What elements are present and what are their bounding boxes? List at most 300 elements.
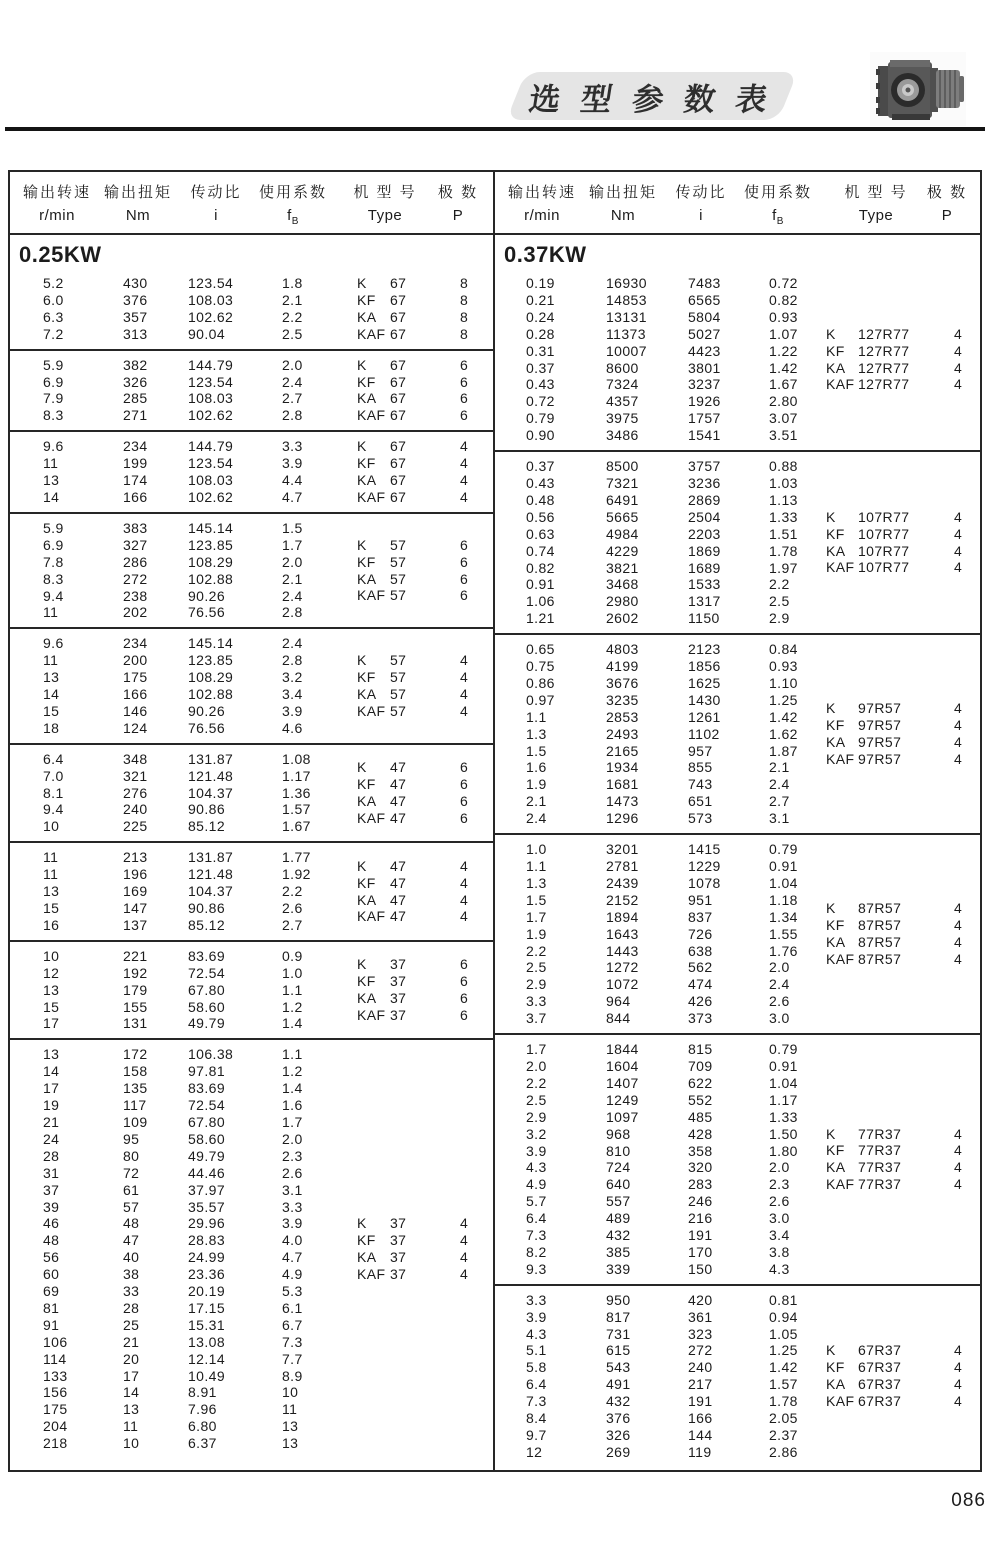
cell-speed: 7.9 bbox=[43, 390, 64, 407]
cell-torque: 4803 bbox=[606, 641, 639, 658]
cell-service_factor: 0.91 bbox=[769, 1057, 798, 1074]
cell-ratio: 121.48 bbox=[188, 866, 234, 883]
cell-torque: 376 bbox=[123, 291, 148, 308]
type-row bbox=[357, 892, 517, 909]
type-block bbox=[826, 900, 986, 968]
cell-poles: 6 bbox=[460, 553, 469, 570]
cell-ratio: 638 bbox=[688, 942, 713, 959]
cell-torque: 169 bbox=[123, 883, 148, 900]
cell-speed: 2.5 bbox=[526, 959, 547, 976]
table-row bbox=[43, 1097, 493, 1114]
cell-type-prefix: KA bbox=[826, 1376, 846, 1393]
type-block bbox=[357, 438, 517, 506]
cell-torque: 20 bbox=[123, 1350, 140, 1367]
cell-type-size: 127R77 bbox=[858, 325, 910, 342]
type-row bbox=[357, 1249, 517, 1266]
table-group bbox=[10, 430, 493, 512]
table-row bbox=[526, 1109, 980, 1126]
table-row bbox=[526, 610, 980, 627]
cell-service_factor: 2.6 bbox=[769, 993, 790, 1010]
type-row bbox=[357, 793, 517, 810]
type-block bbox=[357, 956, 517, 1024]
cell-speed: 11 bbox=[43, 866, 59, 883]
table-group bbox=[10, 349, 493, 431]
cell-speed: 6.0 bbox=[43, 291, 64, 308]
cell-ratio: 3236 bbox=[688, 474, 721, 491]
cell-service_factor: 6.1 bbox=[282, 1299, 303, 1316]
table-row bbox=[43, 1418, 493, 1435]
cell-speed: 0.75 bbox=[526, 658, 555, 675]
cell-poles: 4 bbox=[460, 488, 469, 505]
type-row bbox=[826, 700, 986, 717]
cell-service_factor: 2.0 bbox=[282, 356, 303, 373]
cell-type-size: 67R37 bbox=[858, 1342, 902, 1359]
title-banner bbox=[506, 72, 797, 120]
col-header-poles-zh: 极 数 bbox=[926, 184, 968, 201]
cell-type-size: 47 bbox=[390, 776, 407, 793]
cell-poles: 4 bbox=[954, 1359, 963, 1376]
cell-speed: 12 bbox=[526, 1443, 543, 1460]
cell-ratio: 3237 bbox=[688, 376, 721, 393]
cell-service_factor: 2.8 bbox=[282, 652, 303, 669]
cell-ratio: 58.60 bbox=[188, 1130, 226, 1147]
cell-speed: 0.19 bbox=[526, 275, 555, 291]
cell-speed: 48 bbox=[43, 1232, 60, 1249]
cell-poles: 4 bbox=[460, 874, 469, 891]
cell-service_factor: 2.3 bbox=[282, 1147, 303, 1164]
cell-poles: 4 bbox=[954, 508, 963, 525]
cell-type-prefix: K bbox=[826, 508, 836, 525]
cell-speed: 18 bbox=[43, 719, 60, 736]
type-row bbox=[357, 776, 517, 793]
cell-ratio: 6.37 bbox=[188, 1435, 217, 1452]
cell-ratio: 83.69 bbox=[188, 1080, 226, 1097]
cell-ratio: 7483 bbox=[688, 275, 721, 291]
cell-ratio: 76.56 bbox=[188, 719, 226, 736]
type-row bbox=[357, 1215, 517, 1232]
cell-ratio: 35.57 bbox=[188, 1198, 226, 1215]
cell-ratio: 1078 bbox=[688, 874, 721, 891]
cell-service_factor: 1.0 bbox=[282, 964, 303, 981]
cell-ratio: 102.62 bbox=[188, 407, 234, 424]
cell-service_factor: 2.2 bbox=[282, 883, 303, 900]
cell-service_factor: 1.36 bbox=[282, 784, 311, 801]
cell-torque: 174 bbox=[123, 472, 148, 489]
cell-speed: 6.4 bbox=[43, 750, 64, 767]
cell-service_factor: 1.7 bbox=[282, 1113, 303, 1130]
cell-service_factor: 1.42 bbox=[769, 359, 798, 376]
cell-speed: 133 bbox=[43, 1367, 68, 1384]
table-row bbox=[43, 520, 493, 537]
cell-type-size: 107R77 bbox=[858, 542, 910, 559]
cell-torque: 327 bbox=[123, 536, 148, 553]
cell-poles: 4 bbox=[954, 559, 963, 576]
cell-speed: 0.91 bbox=[526, 576, 555, 593]
cell-service_factor: 1.34 bbox=[769, 908, 798, 925]
cell-ratio: 76.56 bbox=[188, 604, 226, 621]
cell-speed: 10 bbox=[43, 818, 60, 835]
cell-type-size: 57 bbox=[390, 553, 407, 570]
cell-service_factor: 1.08 bbox=[282, 750, 311, 767]
cell-service_factor: 7.3 bbox=[282, 1333, 303, 1350]
cell-type-prefix: KAF bbox=[826, 559, 855, 576]
type-block bbox=[357, 858, 517, 926]
cell-speed: 3.9 bbox=[526, 1142, 547, 1159]
cell-speed: 81 bbox=[43, 1299, 60, 1316]
cell-speed: 15 bbox=[43, 900, 60, 916]
table-row bbox=[43, 1300, 493, 1317]
table-group bbox=[10, 627, 493, 742]
cell-type-size: 87R57 bbox=[858, 934, 902, 951]
cell-ratio: 283 bbox=[688, 1176, 713, 1193]
cell-service_factor: 2.3 bbox=[769, 1176, 790, 1193]
cell-ratio: 1150 bbox=[688, 610, 720, 627]
col-header-speed-unit: r/min bbox=[39, 207, 75, 224]
cell-poles: 4 bbox=[954, 1159, 963, 1176]
cell-service_factor: 1.92 bbox=[282, 866, 311, 883]
cell-type-size: 47 bbox=[390, 874, 407, 891]
cell-poles: 4 bbox=[460, 891, 469, 908]
cell-service_factor: 1.25 bbox=[769, 691, 798, 708]
cell-speed: 14 bbox=[43, 488, 60, 505]
col-header-ratio-unit: i bbox=[699, 207, 703, 224]
cell-torque: 357 bbox=[123, 308, 148, 325]
table-row bbox=[526, 1261, 980, 1278]
type-row bbox=[357, 554, 517, 571]
cell-speed: 8.1 bbox=[43, 784, 64, 801]
cell-ratio: 2869 bbox=[688, 491, 721, 508]
cell-service_factor: 4.7 bbox=[282, 1249, 303, 1266]
cell-service_factor: 1.04 bbox=[769, 1074, 798, 1091]
cell-service_factor: 2.4 bbox=[769, 776, 790, 793]
cell-torque: 2165 bbox=[606, 742, 639, 759]
cell-speed: 0.31 bbox=[526, 342, 555, 359]
cell-speed: 15 bbox=[43, 702, 60, 719]
type-block bbox=[826, 700, 986, 768]
cell-speed: 7.3 bbox=[526, 1393, 547, 1410]
cell-ratio: 108.03 bbox=[188, 390, 234, 407]
cell-speed: 31 bbox=[43, 1164, 60, 1181]
type-block bbox=[357, 759, 517, 827]
cell-service_factor: 1.97 bbox=[769, 559, 798, 576]
col-header-service_factor-unit: $f_B$ bbox=[772, 207, 784, 227]
cell-service_factor: 1.5 bbox=[282, 519, 303, 536]
cell-ratio: 145.14 bbox=[188, 635, 234, 652]
cell-speed: 8.3 bbox=[43, 407, 64, 424]
table-header-row bbox=[10, 172, 493, 235]
cell-type-size: 57 bbox=[390, 652, 407, 669]
cell-type-prefix: KA bbox=[826, 542, 846, 559]
type-row bbox=[826, 934, 986, 951]
cell-speed: 0.48 bbox=[526, 491, 555, 508]
cell-ratio: 1926 bbox=[688, 393, 721, 410]
col-header-type-zh: 机 型 号 bbox=[844, 184, 908, 201]
cell-service_factor: 3.07 bbox=[769, 410, 798, 427]
cell-type-size: 67R37 bbox=[858, 1359, 902, 1376]
cell-service_factor: 2.1 bbox=[769, 759, 790, 776]
cell-poles: 4 bbox=[954, 542, 963, 559]
cell-speed: 5.1 bbox=[526, 1342, 547, 1359]
cell-torque: 1249 bbox=[606, 1091, 639, 1108]
col-header-speed-zh: 输出转速 bbox=[507, 184, 577, 201]
cell-ratio: 49.79 bbox=[188, 1015, 226, 1032]
cell-type-prefix: KAF bbox=[357, 1266, 386, 1283]
type-row bbox=[826, 734, 986, 751]
type-row bbox=[826, 951, 986, 968]
cell-type-prefix: KF bbox=[357, 776, 376, 793]
cell-speed: 0.56 bbox=[526, 508, 555, 525]
type-block bbox=[826, 1342, 986, 1410]
cell-service_factor: 0.93 bbox=[769, 658, 798, 675]
cell-service_factor: 1.33 bbox=[769, 508, 798, 525]
cell-speed: 1.7 bbox=[526, 908, 547, 925]
table-row bbox=[43, 1334, 493, 1351]
cell-type-prefix: KA bbox=[357, 686, 377, 703]
cell-poles: 6 bbox=[460, 587, 469, 604]
type-row bbox=[826, 1342, 986, 1359]
cell-ratio: 1757 bbox=[688, 410, 721, 427]
cell-torque: 213 bbox=[123, 849, 148, 866]
cell-service_factor: 0.82 bbox=[769, 291, 798, 308]
cell-type-size: 67 bbox=[390, 356, 407, 373]
cell-ratio: 320 bbox=[688, 1159, 713, 1176]
cell-speed: 9.6 bbox=[43, 438, 64, 455]
type-row bbox=[357, 438, 517, 455]
cell-type-prefix: K bbox=[357, 356, 367, 373]
cell-torque: 2781 bbox=[606, 858, 639, 874]
cell-speed: 1.7 bbox=[526, 1041, 547, 1058]
cell-torque: 179 bbox=[123, 981, 148, 998]
cell-service_factor: 2.37 bbox=[769, 1427, 798, 1443]
cell-ratio: 2123 bbox=[688, 641, 721, 658]
cell-speed: 218 bbox=[43, 1435, 68, 1452]
cell-speed: 12 bbox=[43, 964, 60, 981]
cell-service_factor: 2.4 bbox=[769, 976, 790, 993]
cell-torque: 432 bbox=[606, 1393, 631, 1410]
cell-ratio: 2203 bbox=[688, 525, 721, 542]
cell-ratio: 361 bbox=[688, 1308, 713, 1325]
table-header-row bbox=[495, 172, 980, 235]
cell-service_factor: 3.2 bbox=[282, 669, 303, 686]
cell-type-prefix: KF bbox=[357, 669, 376, 686]
cell-type-prefix: KA bbox=[357, 472, 377, 489]
cell-service_factor: 1.04 bbox=[769, 874, 798, 891]
cell-ratio: 1317 bbox=[688, 593, 721, 610]
cell-ratio: 1541 bbox=[688, 427, 721, 444]
cell-speed: 2.2 bbox=[526, 942, 547, 959]
cell-torque: 221 bbox=[123, 947, 148, 964]
cell-type-prefix: K bbox=[357, 438, 367, 455]
cell-service_factor: 2.7 bbox=[282, 390, 303, 407]
type-row bbox=[357, 652, 517, 669]
col-header-service_factor-zh: 使用系数 bbox=[258, 184, 328, 201]
cell-type-prefix: KAF bbox=[357, 325, 386, 342]
cell-poles: 6 bbox=[460, 570, 469, 587]
type-row bbox=[357, 875, 517, 892]
cell-torque: 326 bbox=[606, 1427, 631, 1443]
cell-service_factor: 0.72 bbox=[769, 275, 798, 291]
cell-torque: 2493 bbox=[606, 725, 639, 742]
cell-speed: 5.2 bbox=[43, 275, 64, 291]
table-row bbox=[526, 1444, 980, 1461]
cell-torque: 3975 bbox=[606, 410, 639, 427]
cell-torque: 33 bbox=[123, 1283, 140, 1300]
cell-service_factor: 0.79 bbox=[769, 841, 798, 858]
cell-poles: 4 bbox=[954, 900, 963, 917]
cell-ratio: 102.88 bbox=[188, 686, 234, 703]
cell-ratio: 272 bbox=[688, 1342, 713, 1359]
cell-speed: 6.4 bbox=[526, 1376, 547, 1393]
cell-service_factor: 1.80 bbox=[769, 1142, 798, 1159]
col-header-torque-zh: 输出扭矩 bbox=[588, 184, 658, 201]
type-row bbox=[357, 357, 517, 374]
type-row bbox=[826, 1376, 986, 1393]
cell-ratio: 191 bbox=[688, 1227, 713, 1244]
cell-ratio: 1869 bbox=[688, 542, 721, 559]
cell-service_factor: 1.42 bbox=[769, 708, 798, 725]
cell-type-size: 77R37 bbox=[858, 1159, 902, 1176]
col-header-ratio-zh: 传动比 bbox=[190, 184, 242, 201]
cell-speed: 4.9 bbox=[526, 1176, 547, 1193]
cell-speed: 1.9 bbox=[526, 925, 547, 942]
cell-torque: 2853 bbox=[606, 708, 639, 725]
type-row bbox=[826, 900, 986, 917]
cell-type-size: 87R57 bbox=[858, 950, 902, 967]
table-group bbox=[10, 512, 493, 627]
cell-service_factor: 1.03 bbox=[769, 474, 798, 491]
cell-type-size: 57 bbox=[390, 702, 407, 719]
cell-speed: 60 bbox=[43, 1266, 60, 1283]
cell-speed: 13 bbox=[43, 669, 60, 686]
cell-speed: 1.21 bbox=[526, 610, 555, 627]
cell-speed: 0.86 bbox=[526, 674, 555, 691]
cell-torque: 166 bbox=[123, 686, 148, 703]
cell-type-prefix: KF bbox=[357, 553, 376, 570]
cell-torque: 640 bbox=[606, 1176, 631, 1193]
cell-torque: 234 bbox=[123, 438, 148, 455]
cell-service_factor: 3.8 bbox=[769, 1243, 790, 1260]
cell-type-prefix: KAF bbox=[357, 587, 386, 604]
cell-torque: 968 bbox=[606, 1125, 631, 1142]
cell-ratio: 49.79 bbox=[188, 1147, 226, 1164]
cell-poles: 4 bbox=[954, 342, 963, 359]
table-group bbox=[10, 940, 493, 1039]
cell-service_factor: 13 bbox=[282, 1418, 299, 1435]
cell-service_factor: 2.8 bbox=[282, 604, 303, 621]
cell-torque: 47 bbox=[123, 1232, 140, 1249]
cell-service_factor: 1.67 bbox=[282, 818, 311, 835]
cell-service_factor: 2.2 bbox=[769, 576, 790, 593]
cell-type-size: 37 bbox=[390, 990, 407, 1007]
table-row bbox=[526, 593, 980, 610]
cell-ratio: 1261 bbox=[688, 708, 721, 725]
cell-speed: 204 bbox=[43, 1418, 68, 1435]
cell-ratio: 102.62 bbox=[188, 488, 234, 505]
cell-type-size: 67R37 bbox=[858, 1393, 902, 1410]
cell-ratio: 144.79 bbox=[188, 356, 234, 373]
cell-type-prefix: K bbox=[357, 652, 367, 669]
cell-type-prefix: KAF bbox=[357, 702, 386, 719]
cell-poles: 4 bbox=[954, 376, 963, 393]
cell-torque: 135 bbox=[123, 1080, 148, 1097]
cell-speed: 9.4 bbox=[43, 587, 64, 604]
cell-torque: 376 bbox=[606, 1410, 631, 1427]
cell-torque: 385 bbox=[606, 1243, 631, 1260]
cell-service_factor: 1.07 bbox=[769, 325, 798, 342]
cell-speed: 9.4 bbox=[43, 801, 64, 818]
cell-ratio: 562 bbox=[688, 959, 713, 976]
cell-torque: 950 bbox=[606, 1291, 631, 1308]
cell-service_factor: 2.4 bbox=[282, 587, 303, 604]
cell-poles: 8 bbox=[460, 325, 469, 342]
cell-type-prefix: KAF bbox=[357, 809, 386, 826]
cell-torque: 3821 bbox=[606, 559, 639, 576]
cell-ratio: 90.04 bbox=[188, 325, 226, 342]
cell-speed: 8.3 bbox=[43, 570, 64, 587]
cell-torque: 25 bbox=[123, 1316, 140, 1333]
cell-service_factor: 3.0 bbox=[769, 1210, 790, 1227]
cell-torque: 4357 bbox=[606, 393, 639, 410]
cell-poles: 4 bbox=[954, 325, 963, 342]
cell-speed: 10 bbox=[43, 947, 60, 964]
cell-service_factor: 2.05 bbox=[769, 1410, 798, 1427]
cell-service_factor: 4.3 bbox=[769, 1260, 790, 1277]
cell-service_factor: 2.7 bbox=[282, 916, 303, 933]
cell-type-size: 77R37 bbox=[858, 1125, 902, 1142]
cell-type-prefix: KF bbox=[826, 342, 845, 359]
cell-poles: 6 bbox=[460, 759, 469, 776]
cell-ratio: 90.26 bbox=[188, 702, 226, 719]
cell-speed: 7.3 bbox=[526, 1227, 547, 1244]
table-row bbox=[526, 1075, 980, 1092]
col-header-type-unit: Type bbox=[367, 207, 403, 224]
cell-service_factor: 8.9 bbox=[282, 1367, 303, 1384]
cell-speed: 5.8 bbox=[526, 1359, 547, 1376]
cell-poles: 6 bbox=[460, 390, 469, 407]
cell-type-size: 47 bbox=[390, 809, 407, 826]
cell-service_factor: 1.76 bbox=[769, 942, 798, 959]
cell-type-prefix: KAF bbox=[826, 750, 855, 767]
cell-ratio: 485 bbox=[688, 1108, 713, 1125]
cell-speed: 5.7 bbox=[526, 1193, 547, 1210]
table-row bbox=[526, 393, 980, 410]
type-row bbox=[826, 543, 986, 560]
cell-type-size: 87R57 bbox=[858, 917, 902, 934]
cell-ratio: 90.86 bbox=[188, 900, 226, 916]
cell-type-size: 57 bbox=[390, 669, 407, 686]
cell-type-size: 47 bbox=[390, 891, 407, 908]
cell-type-size: 97R57 bbox=[858, 700, 902, 717]
cell-ratio: 104.37 bbox=[188, 784, 234, 801]
cell-type-prefix: KF bbox=[826, 1359, 845, 1376]
cell-torque: 543 bbox=[606, 1359, 631, 1376]
cell-torque: 10007 bbox=[606, 342, 647, 359]
cell-poles: 4 bbox=[460, 1215, 469, 1232]
cell-service_factor: 1.57 bbox=[769, 1376, 798, 1393]
cell-service_factor: 2.4 bbox=[282, 373, 303, 390]
cell-speed: 1.3 bbox=[526, 725, 547, 742]
cell-speed: 46 bbox=[43, 1215, 60, 1232]
cell-service_factor: 1.4 bbox=[282, 1080, 303, 1097]
cell-type-prefix: KA bbox=[826, 934, 846, 951]
cell-type-size: 57 bbox=[390, 536, 407, 553]
cell-torque: 1681 bbox=[606, 776, 639, 793]
type-block bbox=[826, 1126, 986, 1194]
cell-service_factor: 11 bbox=[282, 1401, 298, 1418]
cell-ratio: 815 bbox=[688, 1041, 713, 1058]
cell-ratio: 191 bbox=[688, 1393, 713, 1410]
type-row bbox=[357, 587, 517, 604]
